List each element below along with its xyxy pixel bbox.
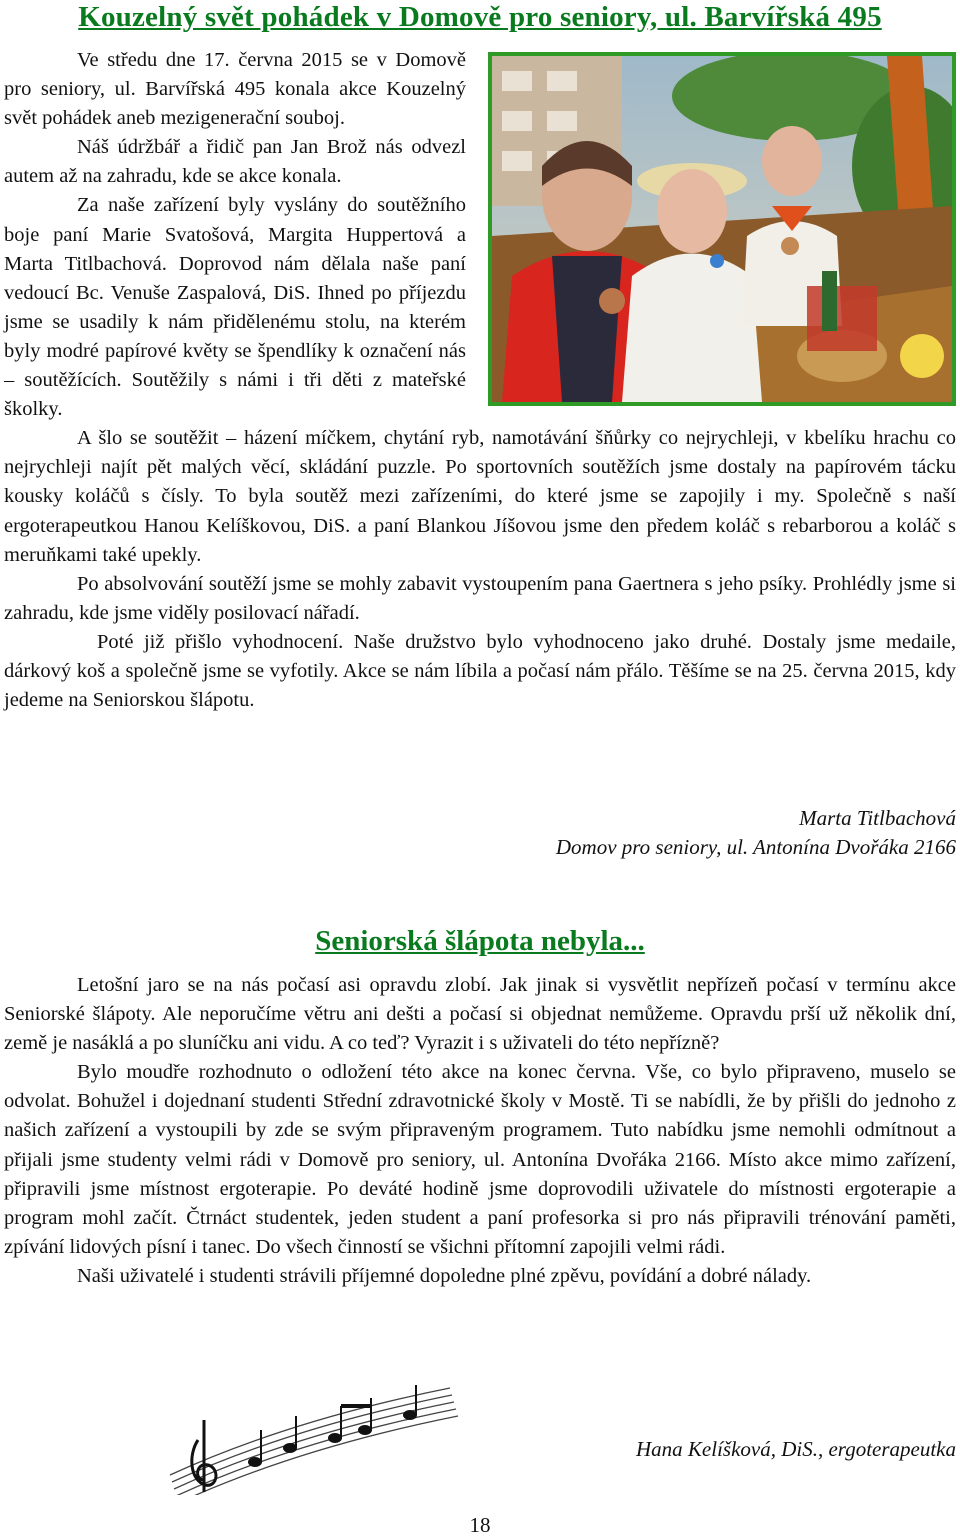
paragraph: Poté již přišlo vyhodnocení. Naše družstvo bylo vyhodnoceno jako druhé. Dostaly jsme medaile, dárkový koš a společně jsme se vyfotily. Akce se nám líbila a počasí nám přálo. Těšíme se na 25. června 2015, kdy jedeme na Seniorskou šlápotu.: [4, 630, 956, 712]
event-photo: [488, 52, 956, 406]
paragraph: Za naše zařízení byly vyslány do soutěžního boje paní Marie Svatošová, Margita Huppertová a Marta Titlbachová. Doprovod nám dělala naše paní vedoucí Bc. Venuše Zaspalová, DiS. Ihned po příjezdu jsme se usadily k nám přidělenému stolu, na kterém byly modré papírové květy se špendlíky k označení nás – soutěžících. Soutěžily s námi i tři děti z mateřské školky.: [4, 194, 466, 421]
music-notes-illustration: [160, 1380, 460, 1495]
paragraph: Náš údržbář a řidič pan Jan Brož nás odvezl autem až na zahradu, kde se akce konala.: [4, 136, 466, 188]
signature-name: Marta Titlbachová: [799, 806, 956, 830]
paragraph: Bylo moudře rozhodnuto o odložení této akce na konec června. Vše, co bylo připraveno, muselo se odvolat. Bohužel i dojednaní studenti Střední zdravotnické školy v Mostě. Ti se nabídli, že by přišli do jednoho z našich zařízení a vystoupili by zde se svým připraveným programem. Tuto nabídku jsme nemohli odmítnout a přijali jsme studenty velmi rádi v Domově pro seniory, ul. Antonína Dvořáka 2166. Místo akce mimo zařízení, připravili jsme místnost ergoterapie. Po deváté hodině jsme doprovodili uživatele do místnosti ergoterapie a program mohl začít. Čtrnáct studentek, jeden student a paní profesorka si pro nás připravili trénování paměti, zpívání lidových písní i tanec. Do všech činností se všichni přítomní zapojili velmi rádi.: [4, 1061, 956, 1258]
article-title: Kouzelný svět pohádek v Domově pro seniory, ul. Barvířská 495: [78, 1, 882, 33]
paragraph: Letošní jaro se na nás počasí asi opravdu zlobí. Jak jinak si vysvětlit nepřízeň počasí v termínu akce Seniorské šlápoty. Ale neporučíme větru ani dešti a počasí si objednat nemůžeme. Opravdu prší už několik dní, země je nasáklá a po sluníčku ani vidu. A co teď? Vyrazit i s uživateli do této nepřízně?: [4, 974, 956, 1055]
signature: Hana Kelíšková, DiS., ergoterapeutka: [636, 1437, 956, 1461]
paragraph: Naši uživatelé i studenti strávili příjemné dopoledne plné zpěvu, povídání a dobré nálady.: [77, 1264, 812, 1287]
page-number: 18: [469, 1513, 491, 1537]
signature: [556, 804, 956, 862]
paragraph: A šlo se soutěžit – házení míčkem, chytání ryb, namotávání šňůrky co nejrychleji, v kbelíku hrachu co nejrychleji najít pět malých věcí, skládání puzzle. Po sportovních soutěžích jsme dostaly na papírovém tácku kousky koláčů s čísly. To byla soutěž mezi zařízeními, do které jsme se zapojily i my. Společně s naší ergoterapeutkou Hanou Kelíškovou, DiS. a paní Blankou Jíšovou jsme den předem koláč s rebarborou a koláč s meruňkami také upekly.: [4, 427, 956, 566]
paragraph: Ve středu dne 17. června 2015 se v Domově pro seniory, ul. Barvířská 495 konala akce Kouzelný svět pohádek aneb mezigenerační souboj.: [4, 49, 466, 130]
signature-org: Domov pro seniory, ul. Antonína Dvořáka 2166: [555, 835, 956, 859]
article-body: [4, 971, 956, 1291]
article-title: Seniorská šlápota nebyla...: [315, 925, 645, 957]
paragraph: Po absolvování soutěží jsme se mohly zabavit vystoupením pana Gaertnera s jeho psíky. Prohlédly jsme si zahradu, kde jsme viděly posilovací nářadí.: [4, 572, 956, 624]
article-body: [4, 46, 956, 715]
